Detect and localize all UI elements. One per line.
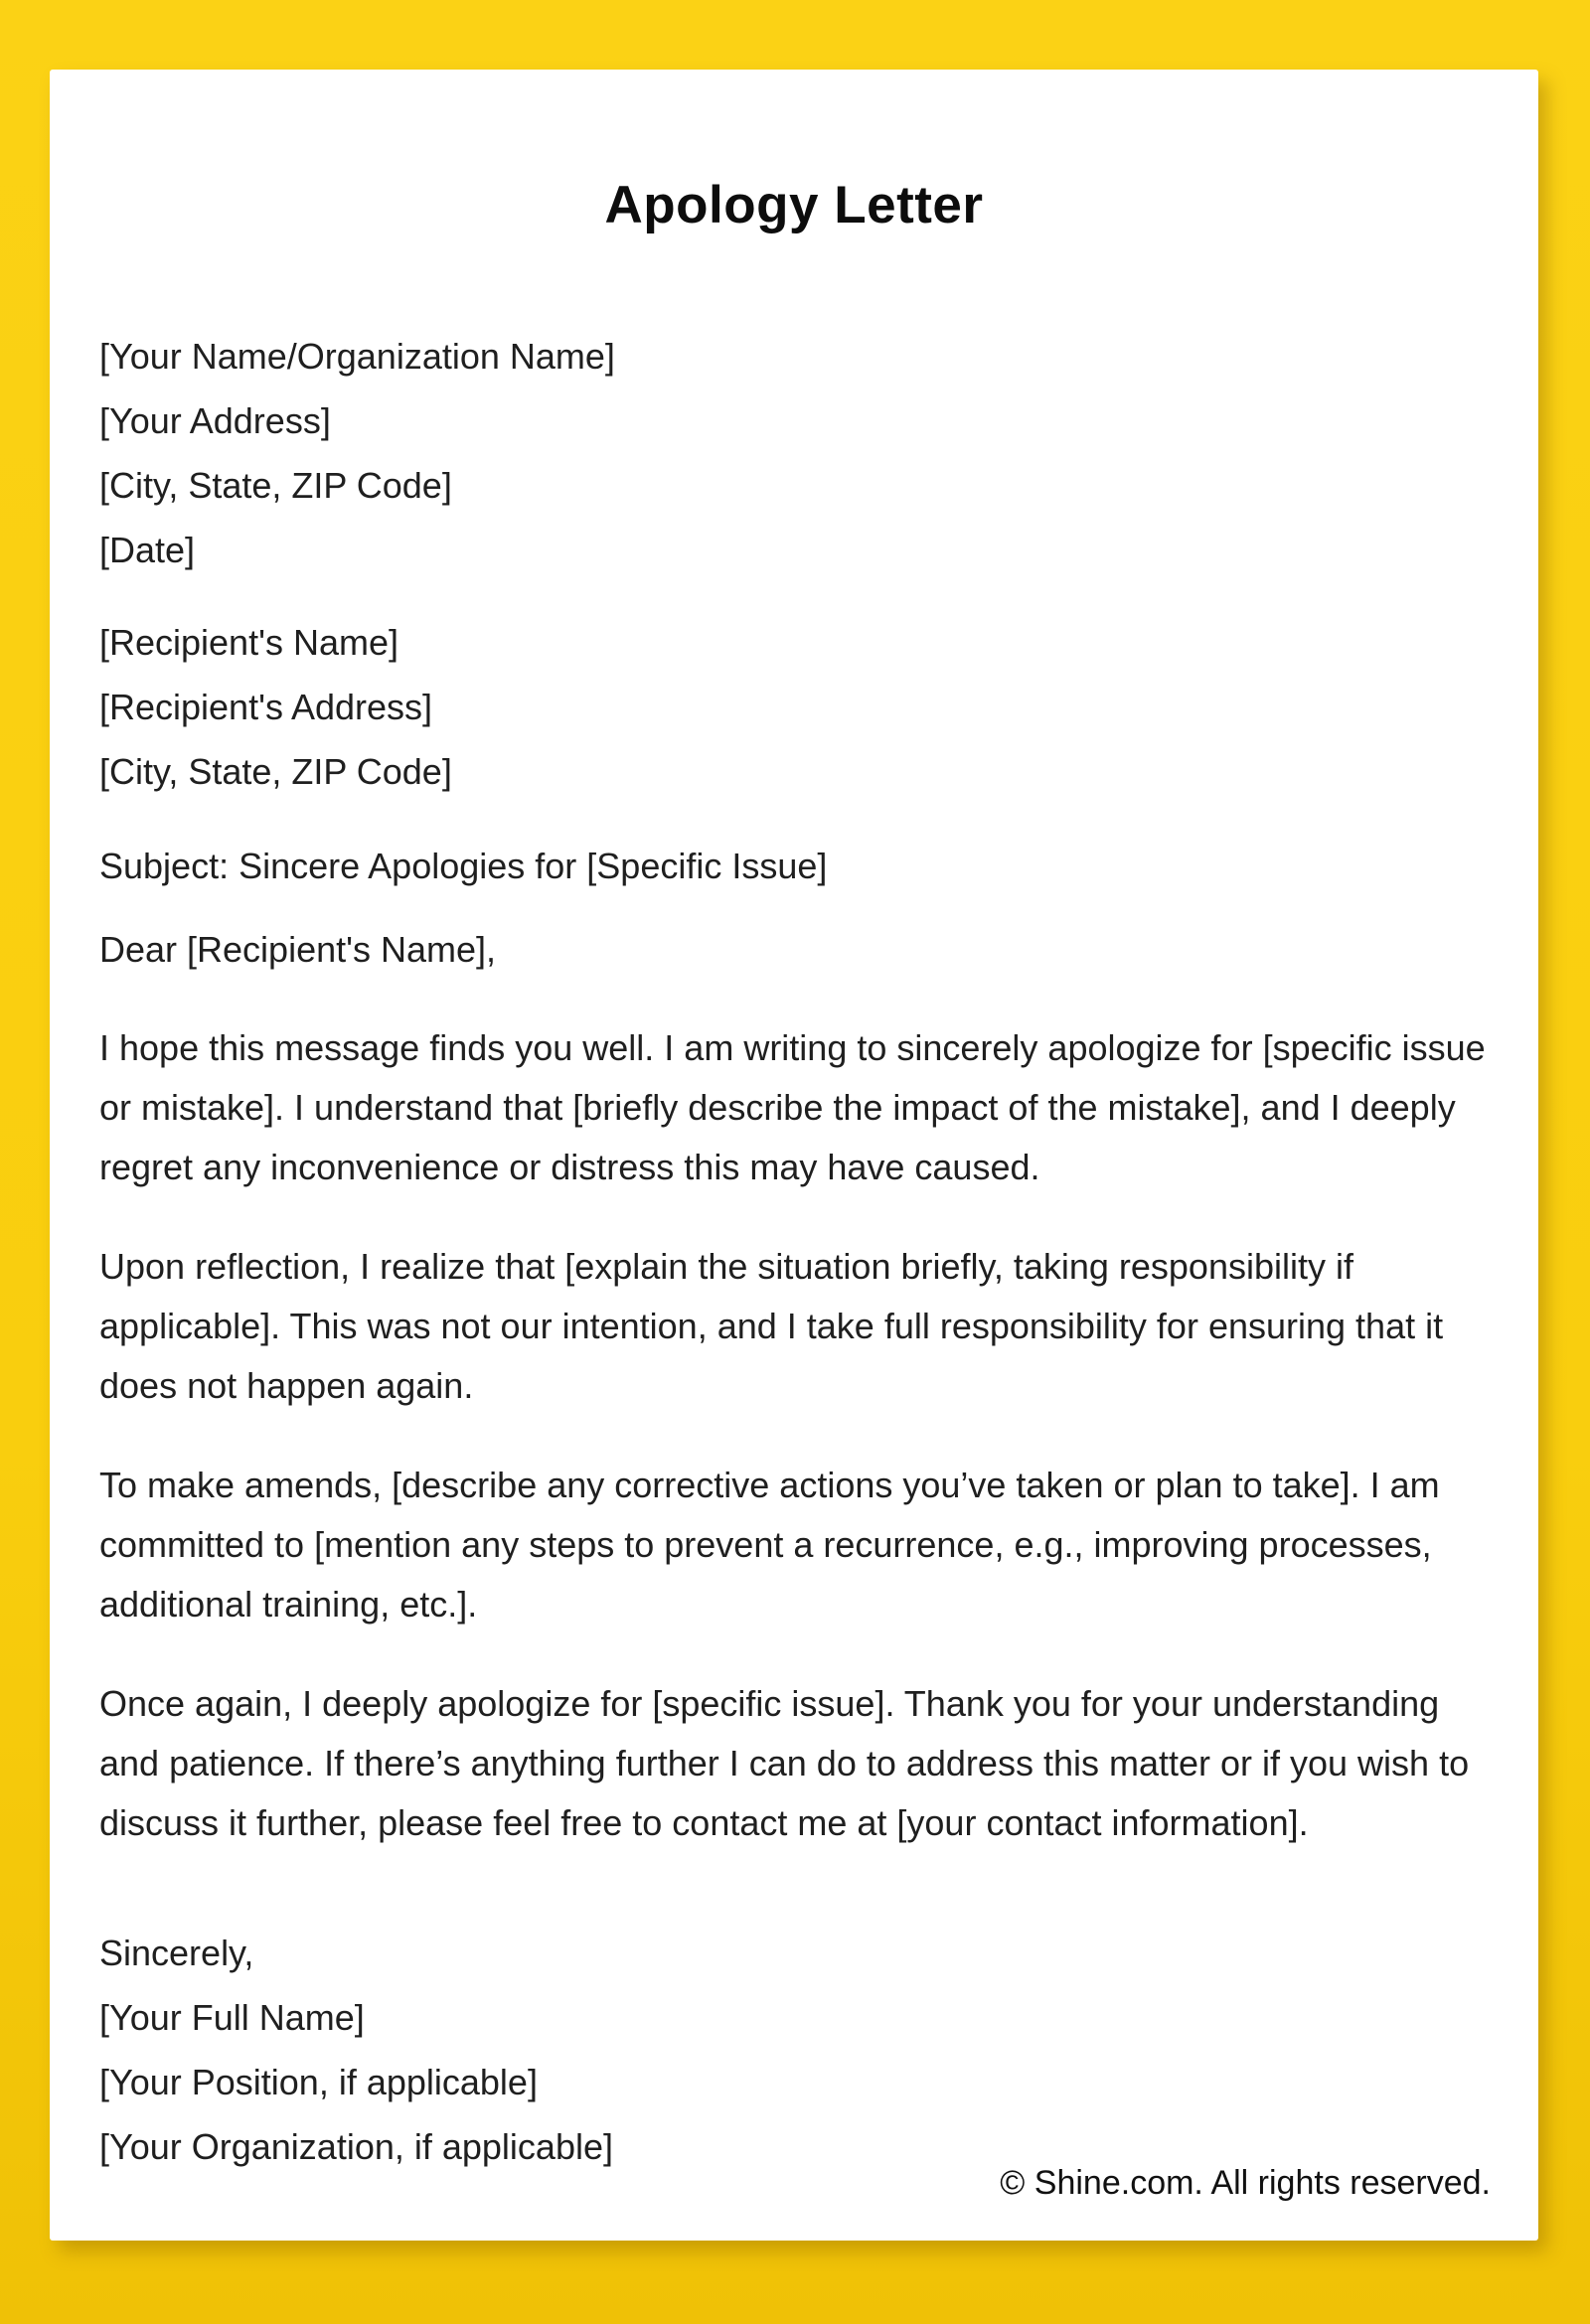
recipient-name-line: [Recipient's Name] xyxy=(99,622,398,663)
sender-address-block xyxy=(99,324,1489,582)
sender-name-line: [Your Name/Organization Name] xyxy=(99,336,615,377)
body-paragraph-3: To make amends, [describe any corrective actions you’ve taken or plan to take]. I am committed to [mention any steps to prevent a recurrence, e.g., improving processes, additional training, etc.]. xyxy=(99,1465,1440,1625)
greeting-line: Dear [Recipient's Name], xyxy=(99,929,497,970)
sender-address-line: [Your Address] xyxy=(99,400,331,441)
page-title: Apology Letter xyxy=(604,176,984,234)
body-paragraph-1: I hope this message finds you well. I am writing to sincerely apologize for [specific issue or mistake]. I understand that [briefly describe the impact of the mistake], and I deeply regret any inconvenience or distress this may have caused. xyxy=(99,1027,1486,1187)
sender-city-line: [City, State, ZIP Code] xyxy=(99,465,452,506)
body-paragraph-2: Upon reflection, I realize that [explain the situation briefly, taking responsibility if applicable]. This was not our intention, and I take full responsibility for ensuring that it does not happen again. xyxy=(99,1246,1444,1406)
signature-position-line: [Your Position, if applicable] xyxy=(99,2062,538,2102)
signature-block xyxy=(99,1921,1489,2179)
copyright-footer: © Shine.com. All rights reserved. xyxy=(1000,2164,1491,2202)
date-line: [Date] xyxy=(99,530,196,570)
recipient-city-line: [City, State, ZIP Code] xyxy=(99,751,452,792)
closing-line: Sincerely, xyxy=(99,1933,254,1973)
recipient-address-line: [Recipient's Address] xyxy=(99,687,433,727)
signature-name-line: [Your Full Name] xyxy=(99,1997,365,2038)
signature-organization-line: [Your Organization, if applicable] xyxy=(99,2126,613,2167)
body-paragraph-4: Once again, I deeply apologize for [specific issue]. Thank you for your understanding and patience. If there’s anything further I can do to address this matter or if you wish to discuss it further, please feel free to contact me at [your contact information]. xyxy=(99,1683,1470,1843)
letter-page xyxy=(50,70,1538,2241)
recipient-address-block xyxy=(99,610,1489,804)
subject-line: Subject: Sincere Apologies for [Specific Issue] xyxy=(99,846,828,886)
